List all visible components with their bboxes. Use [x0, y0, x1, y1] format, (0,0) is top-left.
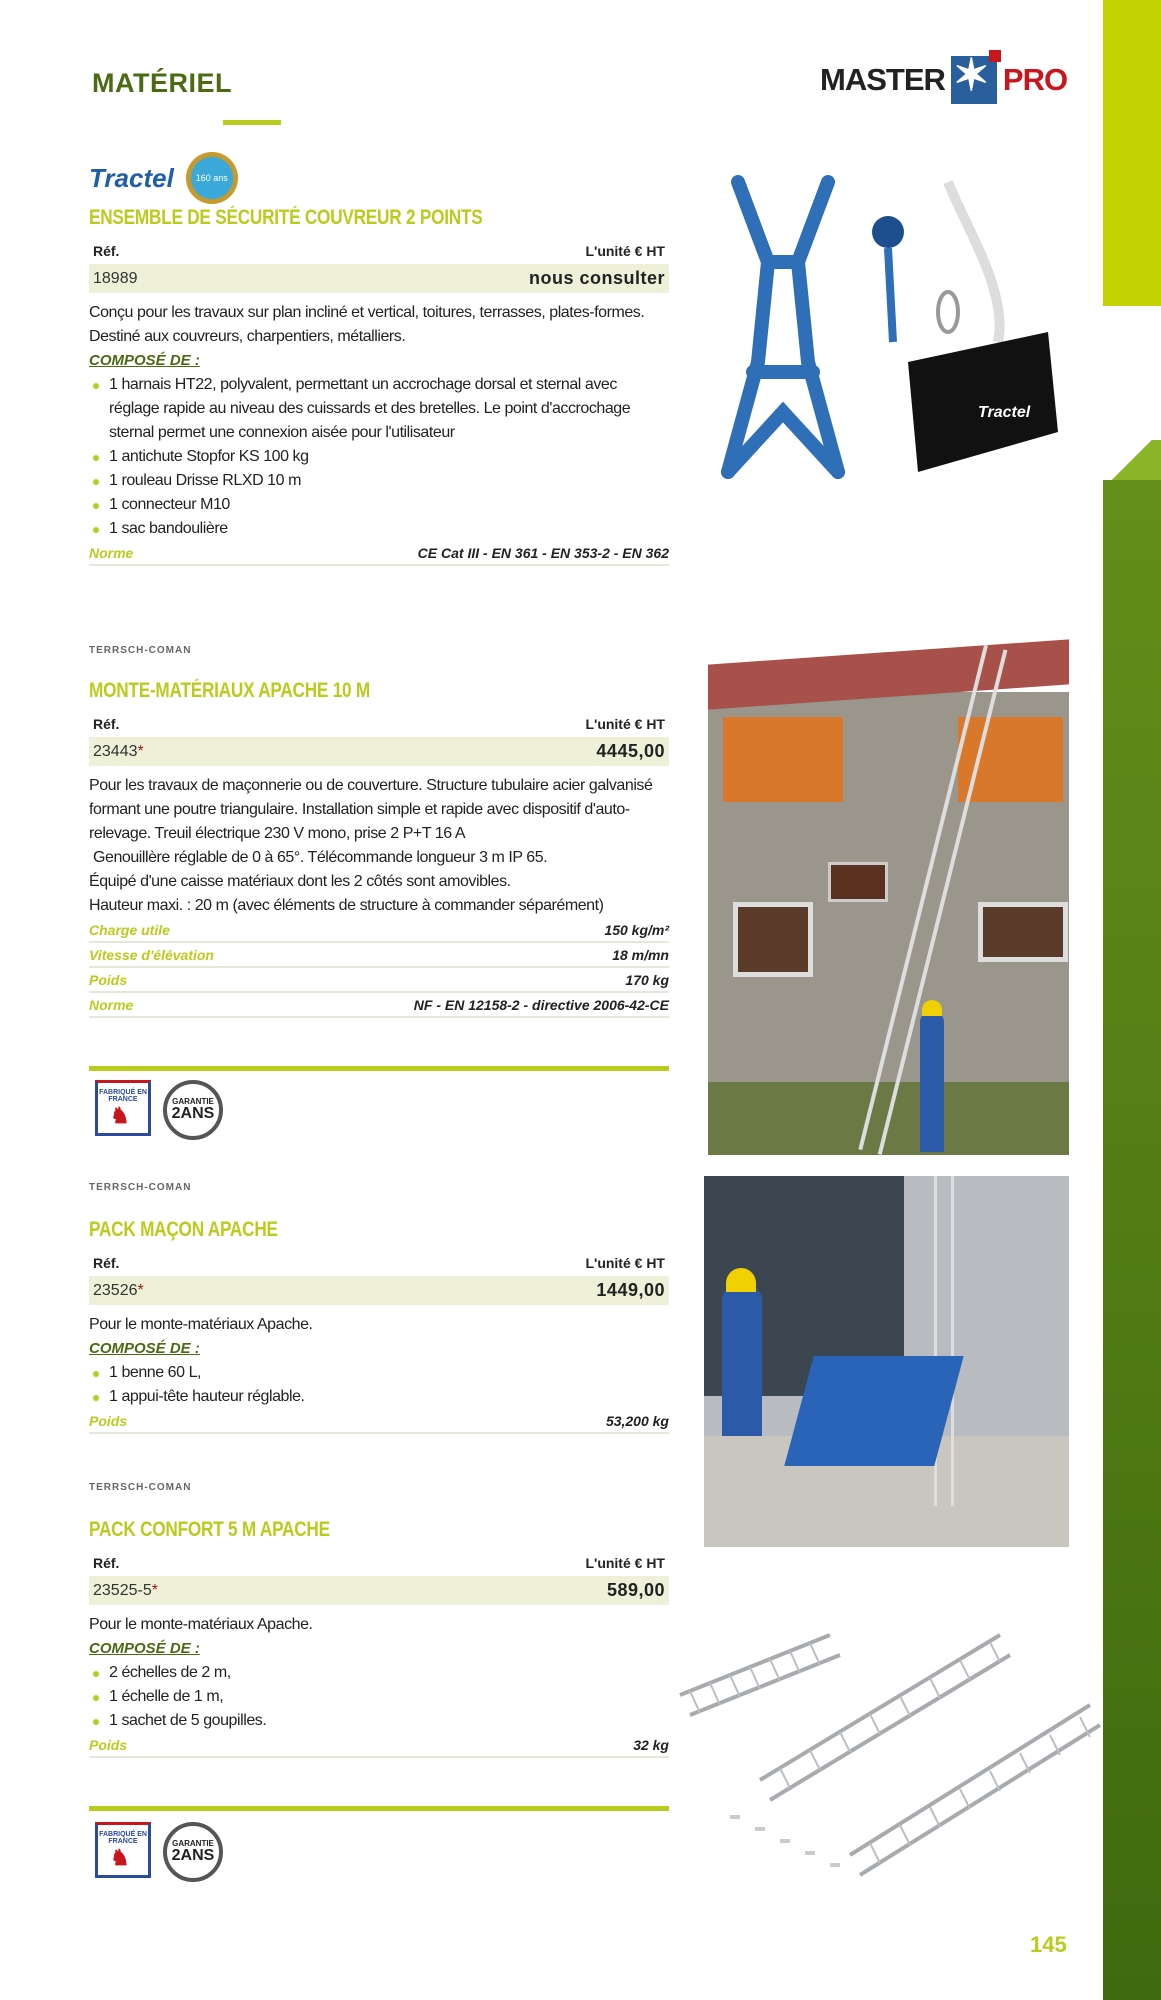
price: nous consulter [528, 268, 665, 288]
description-line: Hauteur maxi. : 20 m (avec éléments de structure à commander séparément) [89, 897, 604, 914]
ref-label: Réf. [93, 1555, 120, 1571]
ref-header [89, 711, 669, 737]
list-item: 1 antichute Stopfor KS 100 kg [89, 445, 669, 469]
product-title: PACK CONFORT 5 M APACHE [89, 1518, 330, 1541]
rooster-icon: ♞ [110, 1103, 130, 1128]
hoist-photo [708, 612, 1069, 1155]
ref-number: 23443 [93, 742, 138, 760]
spec-key: Poids [89, 1412, 128, 1429]
spec-key: Norme [89, 996, 134, 1013]
items-list [89, 1361, 669, 1409]
price-label: L'unité € HT [585, 1555, 665, 1571]
made-in-france-badge [95, 1080, 151, 1136]
logo-master: MASTER [820, 62, 945, 97]
anniversary-badge: 160 ans [186, 152, 238, 204]
list-item: 1 benne 60 L, [89, 1361, 669, 1385]
ref-row [89, 1576, 669, 1605]
list-item: 1 rouleau Drisse RLXD 10 m [89, 469, 669, 493]
spec-key: Poids [89, 971, 128, 988]
spec-row [89, 943, 669, 968]
spec-value: 32 kg [633, 1736, 669, 1753]
list-item: 1 appui-tête hauteur réglable. [89, 1385, 669, 1409]
spec-row [89, 968, 669, 993]
ref-header [89, 1250, 669, 1276]
spec-value: 18 m/mn [612, 946, 669, 963]
product-1 [89, 150, 669, 566]
product-4 [89, 1482, 669, 1758]
list-item: 1 sac bandoulière [89, 517, 669, 541]
side-strip-notch [1103, 306, 1161, 440]
description: Pour le monte-matériaux Apache. [89, 1616, 313, 1633]
ref-row [89, 264, 669, 293]
spec-key: Norme [89, 544, 134, 561]
spec-key: Charge utile [89, 921, 170, 938]
badges [95, 1822, 223, 1882]
description-line: Pour les travaux de maçonnerie ou de couverture. Structure tubulaire acier galvanisé formant une poutre triangulaire. Installation simple et rapide avec dispositif d'auto-relevage. Treuil électrique 230 V mono, prise 2 P+T 16 A [89, 777, 653, 842]
composed-label: COMPOSÉ DE : [89, 1640, 200, 1657]
star-icon [951, 56, 997, 104]
ref-header [89, 238, 669, 264]
spec-row [89, 993, 669, 1018]
ref-code: 18989 [93, 269, 138, 287]
warranty-badge [163, 1080, 223, 1140]
spec-key: Vitesse d'élévation [89, 946, 214, 963]
spec-value: 170 kg [625, 971, 669, 988]
ref-star: * [151, 1581, 158, 1599]
price-label: L'unité € HT [585, 243, 665, 259]
rooster-icon: ♞ [110, 1845, 130, 1870]
brand-row [89, 150, 669, 206]
description-line: Genouillère réglable de 0 à 65°. Télécommande longueur 3 m IP 65. [93, 849, 548, 866]
bucket-photo [704, 1176, 1069, 1547]
badges [95, 1080, 223, 1140]
spec-value: 53,200 kg [605, 1412, 669, 1429]
description: Conçu pour les travaux sur plan incliné et vertical, toitures, terrasses, plates-formes. Destiné aux couvreurs, charpentiers, métalliers. [89, 304, 645, 345]
ref-code [93, 1282, 144, 1300]
side-strip-chevron [1103, 440, 1161, 480]
ref-label: Réf. [93, 243, 120, 259]
list-item: 1 échelle de 1 m, [89, 1685, 669, 1709]
description-line: Équipé d'une caisse matériaux dont les 2 côtés sont amovibles. [89, 873, 511, 890]
spec-value: 150 kg/m² [604, 921, 669, 938]
ref-row [89, 737, 669, 766]
ref-number: 23526 [93, 1281, 138, 1299]
made-in-france-badge [95, 1822, 151, 1878]
brand-logo: TERRSCH-COMAN [89, 1482, 192, 1493]
ref-label: Réf. [93, 1255, 120, 1271]
spec-key: Poids [89, 1736, 128, 1753]
product-title: MONTE-MATÉRIAUX APACHE 10 M [89, 679, 371, 702]
divider [89, 1806, 669, 1811]
composed-label: COMPOSÉ DE : [89, 1340, 200, 1357]
price: 1449,00 [596, 1280, 665, 1300]
warranty-badge [163, 1822, 223, 1882]
ref-row [89, 1276, 669, 1305]
truss-photo [670, 1595, 1102, 1880]
product-title: ENSEMBLE DE SÉCURITÉ COUVREUR 2 POINTS [89, 206, 483, 229]
product-3 [89, 1182, 669, 1434]
price-label: L'unité € HT [585, 716, 665, 732]
page-number: 145 [1030, 1932, 1067, 1957]
brand-logo: TERRSCH-COMAN [89, 645, 192, 656]
ref-code [93, 743, 144, 761]
tractel-logo: Tractel [89, 162, 174, 193]
masterpro-logo [820, 56, 1067, 104]
spec-value: CE Cat III - EN 361 - EN 353-2 - EN 362 [417, 544, 669, 561]
accent-bar [223, 120, 281, 125]
ref-code [93, 1582, 158, 1600]
description: Pour le monte-matériaux Apache. [89, 1316, 313, 1333]
ref-number: 23525-5 [93, 1581, 152, 1599]
description [89, 774, 669, 918]
spec-value: NF - EN 12158-2 - directive 2006-42-CE [413, 996, 669, 1013]
price-label: L'unité € HT [585, 1255, 665, 1271]
product-title: PACK MAÇON APACHE [89, 1218, 278, 1241]
ref-star: * [137, 1281, 144, 1299]
divider [89, 1066, 669, 1071]
items-list [89, 1661, 669, 1733]
harness-photo [708, 172, 1068, 504]
ref-star: * [137, 742, 144, 760]
warranty-label: GARANTIE [172, 1839, 214, 1848]
composed-label: COMPOSÉ DE : [89, 352, 200, 369]
spec-row [89, 541, 669, 566]
ref-label: Réf. [93, 716, 120, 732]
price: 4445,00 [596, 741, 665, 761]
france-label: FABRIQUÉ EN FRANCE [99, 1831, 147, 1845]
list-item: 2 échelles de 2 m, [89, 1661, 669, 1685]
price: 589,00 [606, 1580, 665, 1600]
section-title: MATÉRIEL [92, 68, 232, 98]
list-item: 1 connecteur M10 [89, 493, 669, 517]
product-2 [89, 645, 669, 1018]
warranty-duration: 2ANS [171, 1847, 215, 1864]
list-item: 1 sachet de 5 goupilles. [89, 1709, 669, 1733]
spec-row [89, 1409, 669, 1434]
spec-row [89, 918, 669, 943]
bag-label: Tractel [978, 404, 1031, 421]
items-list [89, 373, 669, 541]
warranty-duration: 2ANS [171, 1105, 215, 1122]
list-item: 1 harnais HT22, polyvalent, permettant un accrochage dorsal et sternal avec réglage rapide au niveau des cuissards et des bretelles. Le point d'accrochage sternal permet une connexion aisée pour l'utilisateur [89, 373, 669, 445]
spec-row [89, 1733, 669, 1758]
ref-header [89, 1550, 669, 1576]
logo-pro: PRO [1002, 62, 1068, 97]
side-strip-top [1103, 0, 1161, 306]
brand-logo: TERRSCH-COMAN [89, 1182, 192, 1193]
france-label: FABRIQUÉ EN FRANCE [99, 1089, 147, 1103]
warranty-label: GARANTIE [172, 1097, 214, 1106]
